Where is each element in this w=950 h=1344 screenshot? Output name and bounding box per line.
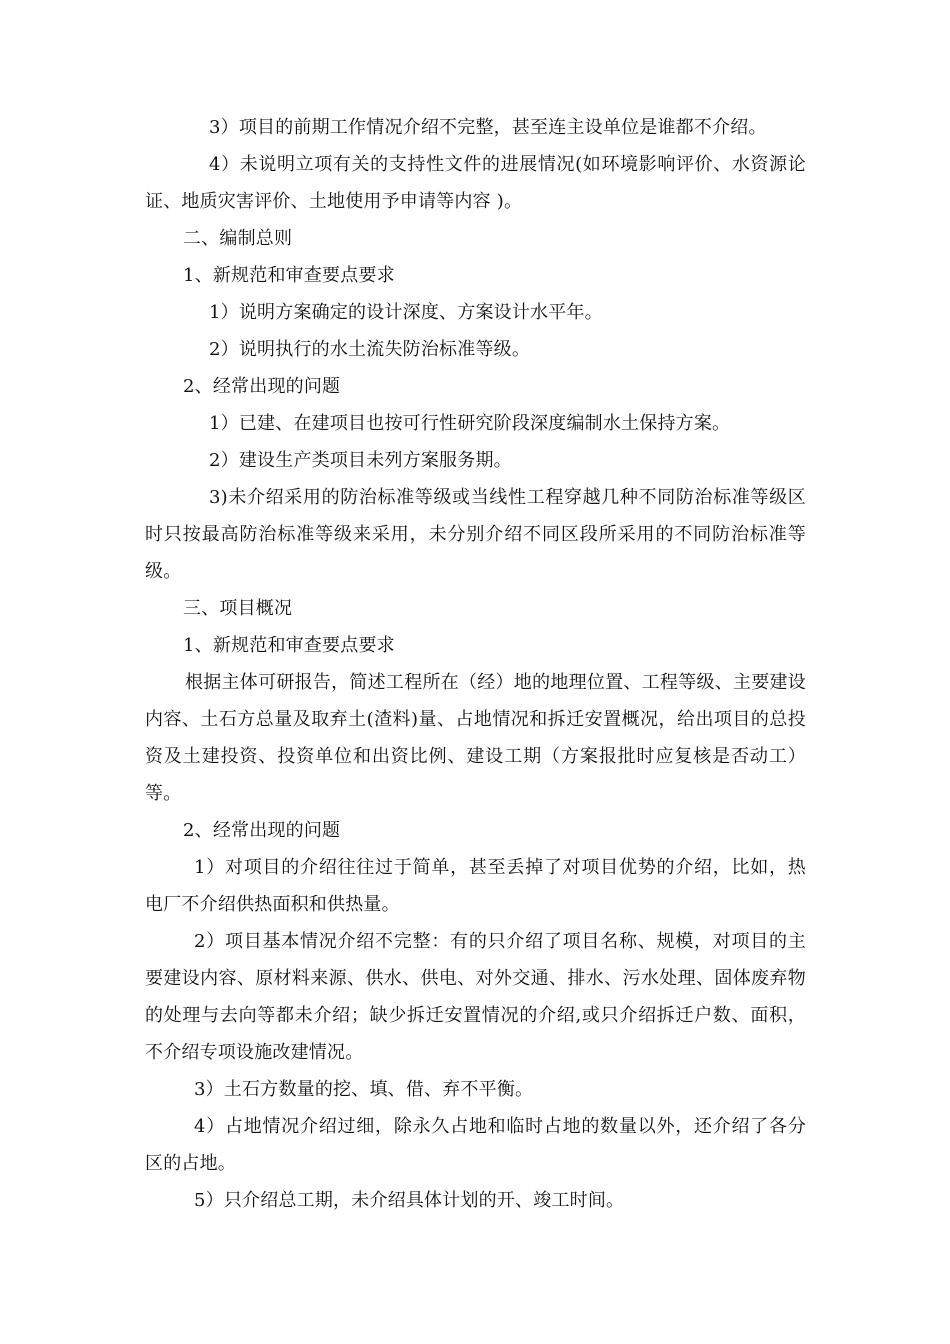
paragraph-item-3: 3）项目的前期工作情况介绍不完整，甚至连主设单位是谁都不介绍。 (209, 117, 767, 138)
paragraph-item-2: 2）说明执行的水土流失防治标准等级。 (209, 339, 531, 360)
paragraph-item-1: 1）已建、在建项目也按可行性研究阶段深度编制水土保持方案。 (209, 413, 731, 434)
paragraph-item-1: 1）说明方案确定的设计深度、方案设计水平年。 (209, 302, 603, 323)
paragraph-body: 根据主体可研报告，简述工程所在（经）地的地理位置、工程等级、主要建设内容、土石方总量及取弃土(渣料)量、占地情况和拆迁安置概况，给出项目的总投资及土建投资、投资单位和出资比例、建设工期（方案报批时应复核是否动工）等。 (145, 672, 806, 804)
subsection-heading-common-issues: 2、经常出现的问题 (183, 376, 341, 397)
section-heading-project-overview: 三、项目概况 (183, 598, 293, 619)
section-heading-general-principles: 二、编制总则 (183, 228, 293, 249)
paragraph-item-4: 4）未说明立项有关的支持性文件的进展情况(如环境影响评价、水资源论证、地质灾害评价、土地使用予申请等内容 )。 (145, 154, 806, 212)
subsection-heading-requirements: 1、新规范和审查要点要求 (183, 265, 395, 286)
paragraph-item-4: 4）占地情况介绍过细，除永久占地和临时占地的数量以外，还介绍了各分区的占地。 (145, 1116, 806, 1174)
paragraph-item-5: 5）只介绍总工期，未介绍具体计划的开、竣工时间。 (194, 1190, 625, 1211)
paragraph-item-3: 3)未介绍采用的防治标准等级或当线性工程穿越几种不同防治标准等级区时只按最高防治标准等级来采用，未分别介绍不同区段所采用的不同防治标准等级。 (145, 487, 806, 582)
paragraph-item-3: 3）土石方数量的挖、填、借、弃不平衡。 (194, 1079, 534, 1100)
paragraph-item-2: 2）建设生产类项目未列方案服务期。 (209, 450, 512, 471)
paragraph-item-2: 2）项目基本情况介绍不完整：有的只介绍了项目名称、规模，对项目的主要建设内容、原材料来源、供水、供电、对外交通、排水、污水处理、固体废弃物的处理与去向等都未介绍；缺少拆迁安置情况的介绍,或只介绍拆迁户数、面积，不介绍专项设施改建情况。 (145, 931, 806, 1063)
paragraph-item-1: 1）对项目的介绍往往过于简单，甚至丢掉了对项目优势的介绍，比如，热电厂不介绍供热面积和供热量。 (145, 857, 806, 915)
subsection-heading-requirements: 1、新规范和审查要点要求 (183, 635, 395, 656)
subsection-heading-common-issues: 2、经常出现的问题 (183, 820, 341, 841)
